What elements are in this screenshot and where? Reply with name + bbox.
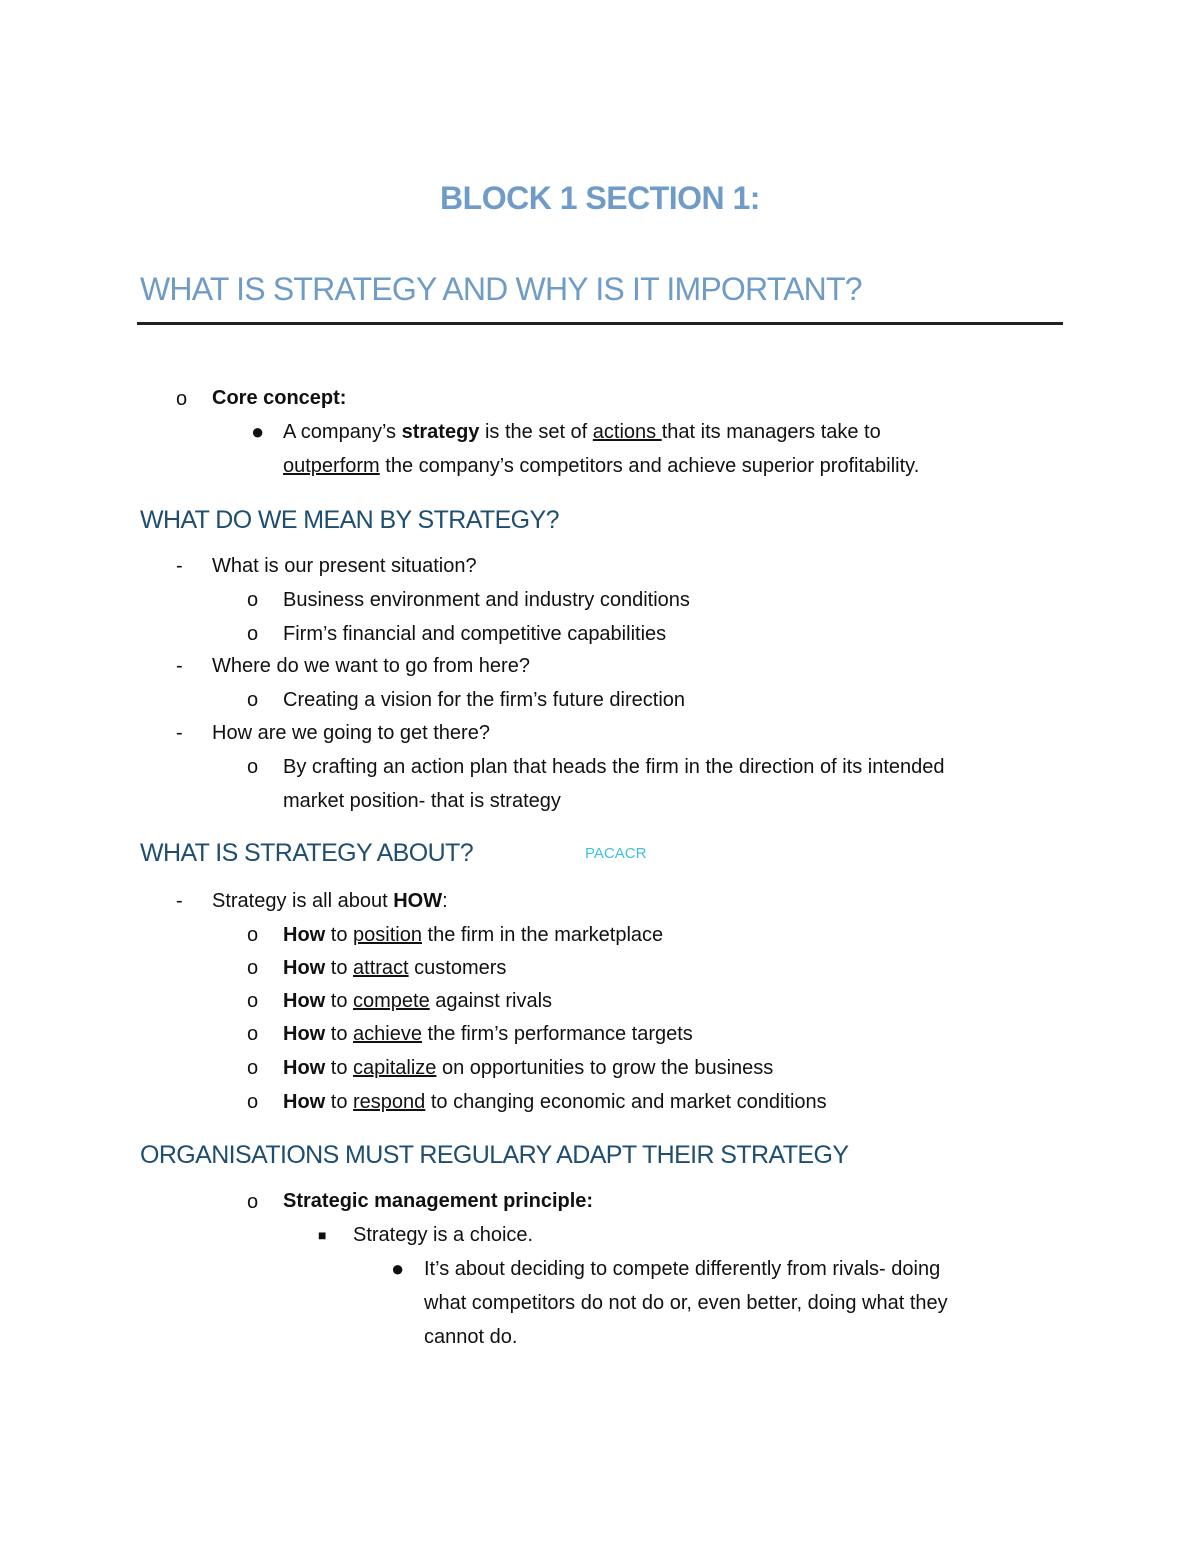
circle-bullet-icon: o (247, 1057, 259, 1079)
dash-bullet-icon: - (176, 555, 183, 577)
document-title: BLOCK 1 SECTION 1: (440, 180, 760, 216)
dot-bullet-icon: ● (391, 1256, 405, 1281)
list-item: It’s about deciding to compete differently from rivals- doing (424, 1258, 941, 1280)
list-item: Firm’s financial and competitive capabilities (283, 623, 667, 645)
circle-bullet-icon: o (247, 756, 259, 778)
circle-bullet-icon: o (247, 1023, 259, 1045)
list-item: Creating a vision for the firm’s future direction (283, 689, 686, 711)
dash-bullet-icon: - (176, 722, 183, 744)
how-item: How to achieve the firm’s performance targets (283, 1023, 693, 1045)
list-item-cont: what competitors do not do or, even better, doing what they (424, 1292, 948, 1314)
list-item-cont: market position- that is strategy (283, 790, 561, 812)
core-concept-definition: A company’s strategy is the set of actions that its managers take to (283, 421, 881, 443)
circle-bullet-icon: o (247, 1191, 259, 1213)
margin-note: PACACR (585, 845, 647, 862)
how-item: How to capitalize on opportunities to grow the business (283, 1057, 774, 1079)
list-item: How are we going to get there? (212, 722, 490, 744)
document-subtitle: WHAT IS STRATEGY AND WHY IS IT IMPORTANT? (140, 271, 862, 307)
circle-bullet-icon: o (247, 990, 259, 1012)
how-item: How to position the firm in the marketplace (283, 924, 664, 946)
dot-bullet-icon: ● (251, 419, 265, 444)
circle-bullet-icon: o (247, 689, 259, 711)
list-item: Where do we want to go from here? (212, 655, 530, 677)
principle-label: Strategic management principle: (283, 1190, 594, 1212)
circle-bullet-icon: o (247, 957, 259, 979)
how-item: How to attract customers (283, 957, 507, 979)
heading-about: WHAT IS STRATEGY ABOUT? (140, 839, 474, 867)
core-concept-label: Core concept: (212, 387, 347, 409)
circle-bullet-icon: o (247, 924, 259, 946)
title-divider (137, 322, 1063, 325)
list-item: Business environment and industry conditions (283, 589, 690, 611)
heading-adapt: ORGANISATIONS MUST REGULARY ADAPT THEIR STRATEGY (140, 1141, 849, 1169)
list-item-cont: cannot do. (424, 1326, 518, 1348)
list-item: What is our present situation? (212, 555, 477, 577)
how-item: How to respond to changing economic and market conditions (283, 1091, 827, 1113)
dash-bullet-icon: - (176, 655, 183, 677)
circle-bullet-icon: o (247, 589, 259, 611)
circle-bullet-icon: o (247, 623, 259, 645)
list-item: Strategy is all about HOW: (212, 890, 448, 912)
list-item: By crafting an action plan that heads the firm in the direction of its intended (283, 756, 945, 778)
list-item: Strategy is a choice. (353, 1224, 534, 1246)
core-concept-definition-cont: outperform the company’s competitors and achieve superior profitability. (283, 455, 920, 477)
circle-bullet-icon: o (247, 1091, 259, 1113)
heading-meaning: WHAT DO WE MEAN BY STRATEGY? (140, 506, 559, 534)
circle-bullet-icon: o (176, 388, 188, 410)
square-bullet-icon: ■ (318, 1227, 327, 1243)
dash-bullet-icon: - (176, 890, 183, 912)
how-item: How to compete against rivals (283, 990, 553, 1012)
